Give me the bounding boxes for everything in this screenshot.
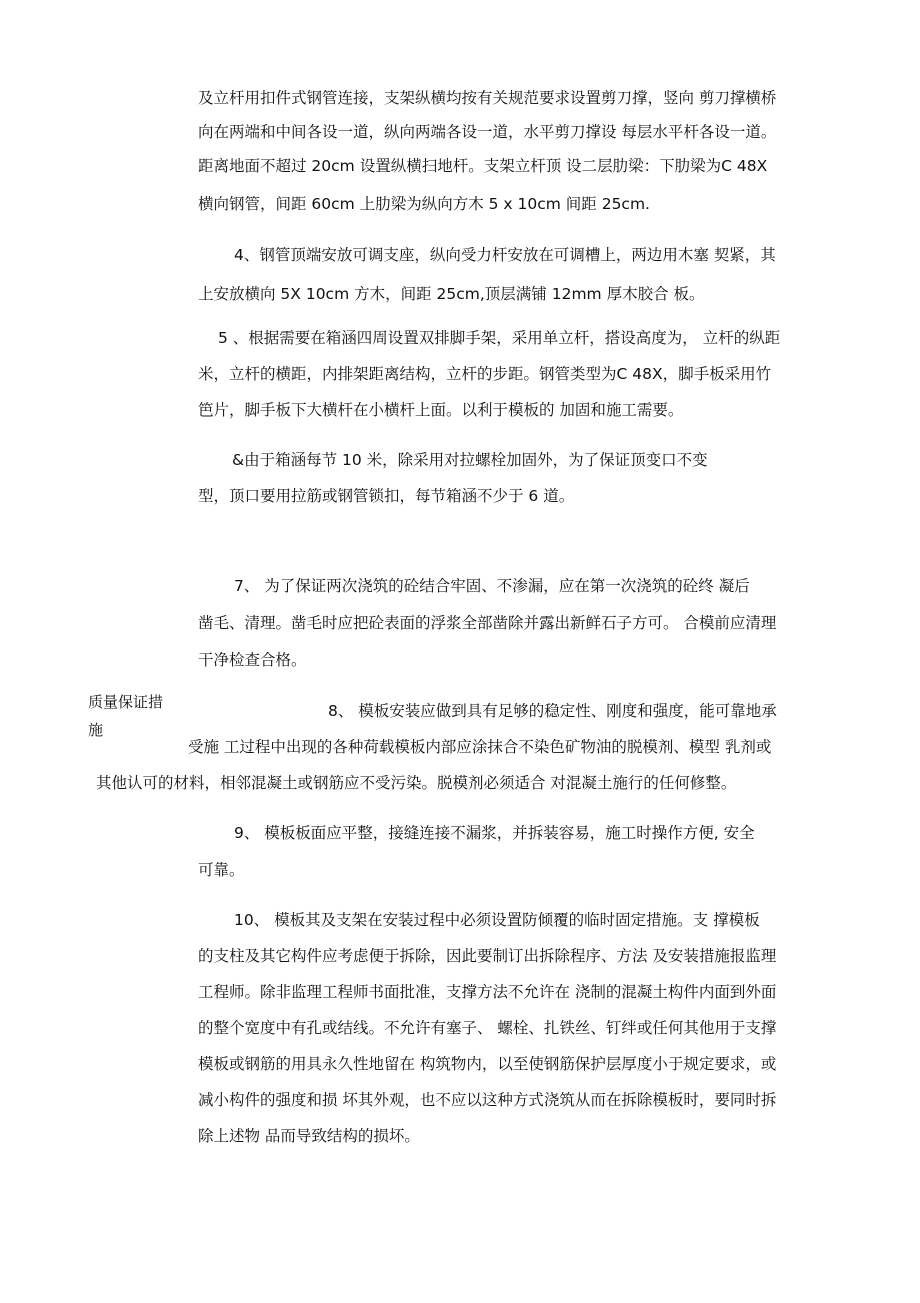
text-line: &由于箱涵每节 10 米，除采用对拉螺栓加固外，为了保证顶变口不变 bbox=[232, 451, 708, 469]
side-heading-line2: 施 bbox=[88, 721, 104, 739]
text-line: 干净检查合格。 bbox=[198, 651, 307, 669]
text-line: 受施 工过程中出现的各种荷载模板内部应涂抹合不染色矿物油的脱模剂、模型 乳剂或 bbox=[188, 738, 772, 756]
text-line: 的支柱及其它构件应考虑便于拆除，因此要制订出拆除程序、方法 及安装措施报监理 bbox=[198, 947, 777, 965]
text-line: 距离地面不超过 20cm 设置纵横扫地杆。支架立杆顶 设二层肋梁：下肋梁为C 48X bbox=[198, 157, 768, 175]
text-line: 其他认可的材料，相邻混凝土或钢筋应不受污染。脱模剂必须适合 对混凝土施行的任何修整。 bbox=[96, 774, 737, 792]
text-line: 上安放横向 5X 10cm 方木，间距 25cm,顶层满铺 12mm 厚木胶合 板。 bbox=[198, 285, 705, 303]
text-line: 米，立杆的横距，内排架距离结构，立杆的步距。钢管类型为C 48X，脚手板采用竹 bbox=[198, 365, 772, 383]
text-line: 工程师。除非监理工程师书面批准，支撑方法不允许在 浇制的混凝土构件内面到外面 bbox=[198, 983, 777, 1001]
side-heading-line1: 质量保证措 bbox=[88, 693, 164, 711]
text-line: 5 、根据需要在箱涵四周设置双排脚手架，采用单立杆，搭设高度为， 立杆的纵距 bbox=[218, 329, 781, 347]
text-line: 及立杆用扣件式钢管连接，支架纵横均按有关规范要求设置剪刀撑，竖向 剪刀撑横桥 bbox=[198, 89, 777, 107]
text-line: 的整个宽度中有孔或结线。不允许有塞子、 螺栓、扎铁丝、钉绊或任何其他用于支撑 bbox=[198, 1019, 777, 1037]
text-line: 4、钢管顶端安放可调支座，纵向受力杆安放在可调槽上，两边用木塞 契紧，其 bbox=[234, 246, 776, 264]
text-line: 型，顶口要用拉筋或钢管锁扣，每节箱涵不少于 6 道。 bbox=[198, 487, 575, 505]
text-line: 9、 模板板面应平整，接缝连接不漏浆，并拆装容易，施工时操作方便, 安全 bbox=[234, 824, 755, 842]
text-line: 凿毛、清理。凿毛时应把砼表面的浮浆全部凿除并露出新鲜石子方可。 合模前应清理 bbox=[198, 614, 777, 632]
text-line: 8、 模板安装应做到具有足够的稳定性、刚度和强度，能可靠地承 bbox=[328, 702, 777, 720]
text-line: 向在两端和中间各设一道，纵向两端各设一道，水平剪刀撑设 每层水平杆各设一道。 bbox=[198, 123, 777, 141]
text-line: 减小构件的强度和损 坏其外观，也不应以这种方式浇筑从而在拆除模板时，要同时拆 bbox=[198, 1091, 777, 1109]
text-line: 10、 模板其及支架在安装过程中必须设置防倾覆的临时固定措施。支 撑模板 bbox=[234, 911, 760, 929]
text-line: 可靠。 bbox=[198, 861, 245, 879]
text-line: 笆片，脚手板下大横杆在小横杆上面。以利于模板的 加固和施工需要。 bbox=[198, 401, 684, 419]
text-line: 7、 为了保证两次浇筑的砼结合牢固、不渗漏，应在第一次浇筑的砼终 凝后 bbox=[234, 577, 750, 595]
text-line: 横向钢管，间距 60cm 上肋梁为纵向方木 5 x 10cm 间距 25cm. bbox=[198, 195, 650, 213]
text-line: 模板或钢筋的用具永久性地留在 构筑物内，以至使钢筋保护层厚度小于规定要求，或 bbox=[198, 1055, 777, 1073]
text-line: 除上述物 品而导致结构的损坏。 bbox=[198, 1127, 420, 1145]
